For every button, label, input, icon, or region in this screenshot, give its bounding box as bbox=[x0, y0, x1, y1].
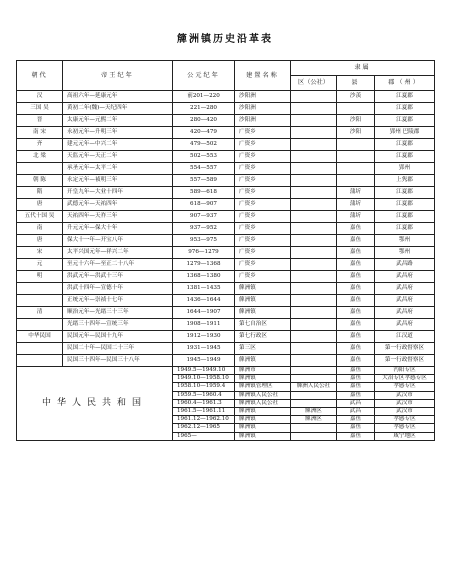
prefecture-cell: 武汉市 bbox=[375, 391, 435, 399]
table-row bbox=[17, 331, 435, 343]
county-cell bbox=[337, 175, 375, 187]
ad-cell: 1961.5—1961.11 bbox=[173, 408, 235, 416]
col-county: 县 bbox=[337, 76, 375, 91]
district-cell bbox=[291, 319, 337, 331]
district-cell bbox=[291, 271, 337, 283]
dynasty-cell: 明 bbox=[17, 271, 63, 283]
county-cell: 嘉鱼 bbox=[337, 295, 375, 307]
prefecture-cell: 武汉市 bbox=[375, 408, 435, 416]
prc-dynasty-cell: 中华人民共和国 bbox=[17, 367, 173, 441]
name-cell: 簰洲镇人民公社 bbox=[235, 391, 291, 399]
district-cell bbox=[291, 103, 337, 115]
prefecture-cell: 咸宁地区 bbox=[375, 432, 435, 440]
ad-cell: 280—420 bbox=[173, 115, 235, 127]
dynasty-cell: 朝 陈 bbox=[17, 175, 63, 187]
name-cell: 广资乡 bbox=[235, 151, 291, 163]
reign-cell: 升元元年—保大十年 bbox=[63, 223, 173, 235]
district-cell bbox=[291, 235, 337, 247]
district-cell bbox=[291, 127, 337, 139]
ad-cell: 1368—1380 bbox=[173, 271, 235, 283]
ad-cell: 420—479 bbox=[173, 127, 235, 139]
ad-cell: 1436—1644 bbox=[173, 295, 235, 307]
name-cell: 簰洲镇 bbox=[235, 355, 291, 367]
table-row bbox=[17, 91, 435, 103]
ad-cell: 953—975 bbox=[173, 235, 235, 247]
prefecture-cell: 武昌府 bbox=[375, 307, 435, 319]
dynasty-cell bbox=[17, 343, 63, 355]
dynasty-cell: 宋 bbox=[17, 247, 63, 259]
prefecture-cell: 江夏郡 bbox=[375, 211, 435, 223]
name-cell: 簰洲镇 bbox=[235, 307, 291, 319]
table-row bbox=[17, 211, 435, 223]
table-row bbox=[17, 175, 435, 187]
prefecture-cell: 江夏郡 bbox=[375, 103, 435, 115]
table-row bbox=[17, 247, 435, 259]
district-cell bbox=[291, 391, 337, 399]
reign-cell: 民国三十四年—民国三十八年 bbox=[63, 355, 173, 367]
name-cell: 簰洲镇人民公社 bbox=[235, 399, 291, 407]
dynasty-cell: 北 梁 bbox=[17, 151, 63, 163]
name-cell: 沙阳洲 bbox=[235, 115, 291, 127]
name-cell: 广资乡 bbox=[235, 259, 291, 271]
district-cell bbox=[291, 399, 337, 407]
prefecture-cell: 郢州 bbox=[375, 163, 435, 175]
col-prefecture: 郡（州） bbox=[375, 76, 435, 91]
county-cell: 嘉鱼 bbox=[337, 375, 375, 383]
county-cell: 嘉鱼 bbox=[337, 223, 375, 235]
name-cell: 广资乡 bbox=[235, 187, 291, 199]
county-cell: 嘉鱼 bbox=[337, 331, 375, 343]
prefecture-cell: 江夏郡 bbox=[375, 223, 435, 235]
ad-cell: 221—280 bbox=[173, 103, 235, 115]
district-cell bbox=[291, 199, 337, 211]
name-cell: 第七自治区 bbox=[235, 319, 291, 331]
name-cell: 广资乡 bbox=[235, 211, 291, 223]
ad-cell: 557—589 bbox=[173, 175, 235, 187]
ad-cell: 1279—1368 bbox=[173, 259, 235, 271]
prefecture-cell: 江夏郡 bbox=[375, 115, 435, 127]
county-cell: 嘉鱼 bbox=[337, 424, 375, 432]
col-name: 建置名称 bbox=[235, 61, 291, 91]
table-row bbox=[17, 295, 435, 307]
district-cell bbox=[291, 259, 337, 271]
reign-cell: 开皇九年—大业十四年 bbox=[63, 187, 173, 199]
district-cell: 簰洲区 bbox=[291, 408, 337, 416]
county-cell: 嘉鱼 bbox=[337, 416, 375, 424]
reign-cell: 太平兴国元年—祥兴二年 bbox=[63, 247, 173, 259]
name-cell: 广资乡 bbox=[235, 235, 291, 247]
name-cell: 簰洲镇 bbox=[235, 375, 291, 383]
reign-cell: 武德元年—天祐四年 bbox=[63, 199, 173, 211]
district-cell bbox=[291, 139, 337, 151]
reign-cell: 洪武元年—洪武十三年 bbox=[63, 271, 173, 283]
reign-cell: 光绪三十四年—宣统三年 bbox=[63, 319, 173, 331]
county-cell: 嘉鱼 bbox=[337, 307, 375, 319]
table-row bbox=[17, 223, 435, 235]
dynasty-cell: 三国 吴 bbox=[17, 103, 63, 115]
ad-cell: 1908—1911 bbox=[173, 319, 235, 331]
prefecture-cell: 武昌路 bbox=[375, 259, 435, 271]
reign-cell: 黄初二年(魏)—天纪四年 bbox=[63, 103, 173, 115]
district-cell bbox=[291, 432, 337, 440]
prefecture-cell: 武昌府 bbox=[375, 319, 435, 331]
ad-cell: 1912—1930 bbox=[173, 331, 235, 343]
county-cell: 蒲圻 bbox=[337, 211, 375, 223]
dynasty-cell: 南 宋 bbox=[17, 127, 63, 139]
ad-cell: 1961.12—1962.10 bbox=[173, 416, 235, 424]
name-cell: 广资乡 bbox=[235, 175, 291, 187]
table-row bbox=[17, 127, 435, 139]
county-cell: 嘉鱼 bbox=[337, 432, 375, 440]
district-cell: 簰洲人民公社 bbox=[291, 383, 337, 391]
ad-cell: 976—1279 bbox=[173, 247, 235, 259]
ad-cell: 907—937 bbox=[173, 211, 235, 223]
table-row bbox=[17, 307, 435, 319]
prefecture-cell: 鄂州 bbox=[375, 247, 435, 259]
district-cell bbox=[291, 343, 337, 355]
ad-cell: 937—952 bbox=[173, 223, 235, 235]
table-row bbox=[17, 259, 435, 271]
county-cell bbox=[337, 163, 375, 175]
reign-cell: 洪武十四年—宣德十年 bbox=[63, 283, 173, 295]
ad-cell: 1949.5—1949.10 bbox=[173, 367, 235, 375]
county-cell: 嘉鱼 bbox=[337, 367, 375, 375]
table-row bbox=[17, 163, 435, 175]
dynasty-cell: 清 bbox=[17, 307, 63, 319]
reign-cell: 高祖六年—延康元年 bbox=[63, 91, 173, 103]
ad-cell: 1965— bbox=[173, 432, 235, 440]
col-reign: 帝王纪年 bbox=[63, 61, 173, 91]
dynasty-cell bbox=[17, 283, 63, 295]
prefecture-cell: 孝感专区 bbox=[375, 424, 435, 432]
district-cell bbox=[291, 223, 337, 235]
name-cell: 广资乡 bbox=[235, 247, 291, 259]
reign-cell: 太康元年—元熙二年 bbox=[63, 115, 173, 127]
table-row bbox=[17, 115, 435, 127]
name-cell: 第七行政区 bbox=[235, 331, 291, 343]
county-cell: 嘉鱼 bbox=[337, 247, 375, 259]
col-dynasty: 朝代 bbox=[17, 61, 63, 91]
prefecture-cell: 鄂州 bbox=[375, 235, 435, 247]
reign-cell: 天祐四年—天祚三年 bbox=[63, 211, 173, 223]
county-cell: 沙阳 bbox=[337, 127, 375, 139]
district-cell bbox=[291, 355, 337, 367]
district-cell bbox=[291, 175, 337, 187]
name-cell: 广资乡 bbox=[235, 271, 291, 283]
ad-cell: 1962.12—1965 bbox=[173, 424, 235, 432]
table-row bbox=[17, 199, 435, 211]
reign-cell: 永初元年—升明三年 bbox=[63, 127, 173, 139]
county-cell: 嘉鱼 bbox=[337, 355, 375, 367]
district-cell bbox=[291, 247, 337, 259]
district-cell bbox=[291, 187, 337, 199]
prefecture-cell: 武汉市 bbox=[375, 399, 435, 407]
county-cell: 武昌 bbox=[337, 399, 375, 407]
district-cell bbox=[291, 367, 337, 375]
county-cell: 嘉鱼 bbox=[337, 283, 375, 295]
name-cell: 广资乡 bbox=[235, 139, 291, 151]
prefecture-cell: 第一行政督察区 bbox=[375, 343, 435, 355]
dynasty-cell: 齐 bbox=[17, 139, 63, 151]
table-row bbox=[17, 343, 435, 355]
district-cell bbox=[291, 151, 337, 163]
table-body bbox=[17, 91, 435, 441]
dynasty-cell: 晋 bbox=[17, 115, 63, 127]
prefecture-cell: 郢州 巴陵郡 bbox=[375, 127, 435, 139]
county-cell: 嘉鱼 bbox=[337, 343, 375, 355]
name-cell: 沙阳洲 bbox=[235, 91, 291, 103]
county-cell: 蒲圻 bbox=[337, 199, 375, 211]
dynasty-cell bbox=[17, 163, 63, 175]
col-affiliation: 隶属 bbox=[291, 61, 435, 76]
prefecture-cell: 江夏郡 bbox=[375, 91, 435, 103]
dynasty-cell: 五代十国 吴 bbox=[17, 211, 63, 223]
name-cell: 簰洲镇 bbox=[235, 283, 291, 295]
prefecture-cell: 沔阳专区 bbox=[375, 367, 435, 375]
table-header bbox=[17, 61, 435, 91]
dynasty-cell: 南 bbox=[17, 223, 63, 235]
district-cell bbox=[291, 91, 337, 103]
name-cell: 广资乡 bbox=[235, 199, 291, 211]
county-cell: 蒲圻 bbox=[337, 187, 375, 199]
prefecture-cell: 孝感专区 bbox=[375, 383, 435, 391]
reign-cell: 保大十一年—开宝八年 bbox=[63, 235, 173, 247]
county-cell: 嘉鱼 bbox=[337, 319, 375, 331]
county-cell bbox=[337, 139, 375, 151]
reign-cell: 民国二十年—民国二十三年 bbox=[63, 343, 173, 355]
col-district: 区（公社） bbox=[291, 76, 337, 91]
ad-cell: 618—907 bbox=[173, 199, 235, 211]
name-cell: 广资乡 bbox=[235, 223, 291, 235]
dynasty-cell: 中华民国 bbox=[17, 331, 63, 343]
dynasty-cell: 汉 bbox=[17, 91, 63, 103]
county-cell: 沙羡 bbox=[337, 91, 375, 103]
name-cell: 簰洲镇 bbox=[235, 432, 291, 440]
ad-cell: 1960.4—1961.3 bbox=[173, 399, 235, 407]
prefecture-cell: 武昌府 bbox=[375, 271, 435, 283]
history-table bbox=[16, 60, 435, 441]
reign-cell: 正统元年—崇祯十七年 bbox=[63, 295, 173, 307]
dynasty-cell: 隋 bbox=[17, 187, 63, 199]
name-cell: 广资乡 bbox=[235, 127, 291, 139]
county-cell: 嘉鱼 bbox=[337, 235, 375, 247]
ad-cell: 1931—1945 bbox=[173, 343, 235, 355]
reign-cell: 顺治元年—光绪三十三年 bbox=[63, 307, 173, 319]
prefecture-cell: 江夏郡 bbox=[375, 151, 435, 163]
county-cell bbox=[337, 103, 375, 115]
ad-cell: 前201—220 bbox=[173, 91, 235, 103]
reign-cell: 天监元年—天正二年 bbox=[63, 151, 173, 163]
prefecture-cell: 大冶专区孝感专区 bbox=[375, 375, 435, 383]
ad-cell: 1949.10—1958.10 bbox=[173, 375, 235, 383]
table-row bbox=[17, 319, 435, 331]
county-cell: 嘉鱼 bbox=[337, 391, 375, 399]
reign-cell: 永定元年—祯明三年 bbox=[63, 175, 173, 187]
prefecture-cell: 江汉道 bbox=[375, 331, 435, 343]
county-cell bbox=[337, 151, 375, 163]
table-row bbox=[17, 355, 435, 367]
prefecture-cell: 江夏郡 bbox=[375, 139, 435, 151]
table-row bbox=[17, 151, 435, 163]
ad-cell: 1958.10—1959.4 bbox=[173, 383, 235, 391]
ad-cell: 589—618 bbox=[173, 187, 235, 199]
ad-cell: 1381—1435 bbox=[173, 283, 235, 295]
district-cell bbox=[291, 375, 337, 383]
dynasty-cell: 唐 bbox=[17, 235, 63, 247]
prefecture-cell: 武昌府 bbox=[375, 295, 435, 307]
name-cell: 簰洲市 bbox=[235, 367, 291, 375]
county-cell: 嘉鱼 bbox=[337, 259, 375, 271]
table-title: 簰洲镇历史沿革表 bbox=[177, 34, 273, 45]
reign-cell: 建元元年—中兴二年 bbox=[63, 139, 173, 151]
prefecture-cell: 第一行政督察区 bbox=[375, 355, 435, 367]
county-cell: 嘉鱼 bbox=[337, 383, 375, 391]
ad-cell: 502—553 bbox=[173, 151, 235, 163]
table-row bbox=[17, 139, 435, 151]
name-cell: 广资乡 bbox=[235, 163, 291, 175]
reign-cell: 至元十六年—至正二十八年 bbox=[63, 259, 173, 271]
table-row bbox=[17, 283, 435, 295]
district-cell: 簰洲区 bbox=[291, 416, 337, 424]
district-cell bbox=[291, 163, 337, 175]
county-cell: 嘉鱼 bbox=[337, 271, 375, 283]
county-cell: 武昌 bbox=[337, 408, 375, 416]
prefecture-cell: 江夏郡 bbox=[375, 187, 435, 199]
name-cell: 簰洲镇 bbox=[235, 416, 291, 424]
reign-cell: 民国元年—民国十九年 bbox=[63, 331, 173, 343]
dynasty-cell: 元 bbox=[17, 259, 63, 271]
name-cell: 簰洲镇 bbox=[235, 295, 291, 307]
col-ad: 公元纪年 bbox=[173, 61, 235, 91]
table-row bbox=[17, 235, 435, 247]
reign-cell: 承圣元年—太平二年 bbox=[63, 163, 173, 175]
table-row bbox=[17, 367, 435, 375]
dynasty-cell: 唐 bbox=[17, 199, 63, 211]
district-cell bbox=[291, 307, 337, 319]
ad-cell: 554—557 bbox=[173, 163, 235, 175]
district-cell bbox=[291, 283, 337, 295]
county-cell: 沙阳 bbox=[337, 115, 375, 127]
prefecture-cell: 武昌府 bbox=[375, 283, 435, 295]
name-cell: 簰洲镇 bbox=[235, 408, 291, 416]
name-cell: 簰洲镇 bbox=[235, 424, 291, 432]
district-cell bbox=[291, 331, 337, 343]
district-cell bbox=[291, 211, 337, 223]
ad-cell: 1644—1907 bbox=[173, 307, 235, 319]
prefecture-cell: 孝感专区 bbox=[375, 416, 435, 424]
prefecture-cell: 江夏郡 bbox=[375, 199, 435, 211]
dynasty-cell bbox=[17, 295, 63, 307]
district-cell bbox=[291, 295, 337, 307]
table-row bbox=[17, 103, 435, 115]
name-cell: 簰洲镇管理区 bbox=[235, 383, 291, 391]
district-cell bbox=[291, 115, 337, 127]
name-cell: 沙阳洲 bbox=[235, 103, 291, 115]
district-cell bbox=[291, 424, 337, 432]
prefecture-cell: 上隽郡 bbox=[375, 175, 435, 187]
table-row bbox=[17, 271, 435, 283]
dynasty-cell bbox=[17, 319, 63, 331]
ad-cell: 1959.5—1960.4 bbox=[173, 391, 235, 399]
name-cell: 第三区 bbox=[235, 343, 291, 355]
ad-cell: 1945—1949 bbox=[173, 355, 235, 367]
ad-cell: 479—502 bbox=[173, 139, 235, 151]
dynasty-cell bbox=[17, 355, 63, 367]
table-row bbox=[17, 187, 435, 199]
